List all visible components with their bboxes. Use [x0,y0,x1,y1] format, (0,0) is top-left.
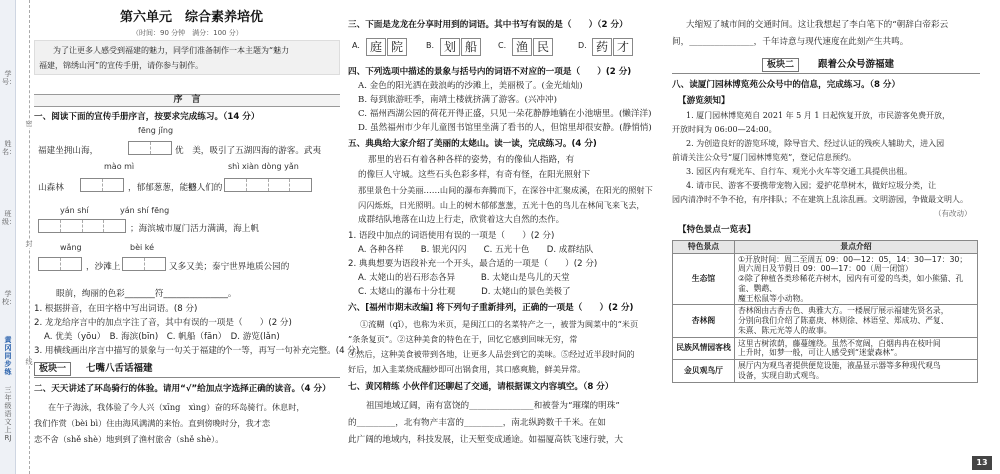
band-label: 序 言 [173,95,201,105]
attraction-desc [735,305,978,337]
block-tag: 板块二 [762,58,799,72]
column-middle [348,0,662,474]
word-option[interactable] [352,38,412,56]
passage-5-line-2: 的像巨人守城。这些石头色彩多样，有奇有怪，在阳光照射下 [358,170,591,180]
option-4b: B. 每到旅游旺季，南靖土楼就挤满了游客。(兴冲冲) [358,95,557,105]
question-8: 八、读厦门园林博览苑公众号中的信息，完成练习。（8 分） [672,80,901,90]
pinyin-fengjing: fēng jǐng [138,126,174,135]
cut-mark-feng: 封 [25,240,33,248]
student-id-label: 学号： [2,70,16,86]
attraction-name: 金贝观鸟厅 [673,360,735,382]
cut-line [29,0,30,474]
pinyin-maomi: mào mì [104,162,135,171]
rule-4-cont: 园内清净时不争不抢，有序排队；不在建筑上乱涂乱画。文明游园，争做最文明人。 [672,195,968,204]
sub-question-5-2: 2. 典典想要为语段补充一个开头，最合适的一项是（ ）(2 分) [348,259,598,269]
attractions-table [672,240,978,383]
block-title: 七嘴八舌话福建 [86,363,153,374]
word-option[interactable] [498,38,558,56]
cut-mark-xian: 线 [25,358,33,366]
cut-mark-mi: 密 [25,120,33,128]
sub-question-3-cont: 个一等，再写一句补充完整。(4 分) [224,346,360,356]
word-char: 划 [440,38,460,56]
question-1: 一、阅读下面的宣传手册序言，按要求完成练习。（14 分） [34,112,260,122]
rules-heading: 【游览须知】 [678,96,730,106]
passage-line-2c: 把人们的 [188,183,223,193]
section-band-preface [34,94,340,107]
word-option[interactable] [426,38,486,56]
attraction-desc [735,360,978,382]
attraction-desc [735,337,978,359]
passage-6-line-4: 好后，加入韭菜烧成翻炒即可出锅食用，其口感爽脆，鲜美异常。 [348,364,586,374]
passage-6-line-1: ①流糊（qǐ），也称为米页，是闽江口的名菜特产之一，被誉为闽菜中的“米页 [360,319,639,329]
divider [672,73,980,74]
word-char: 渔 [512,38,532,56]
pinyin-wang: wǎng [60,243,82,252]
passage-5-line-3: 那里景色十分美丽……山间的瀑布奔腾而下，在深谷中汇聚成溪，在阳光的照射下 [358,185,653,195]
passage-5-line-4: 闪闪烁烁，日光照明。山上的树木郁郁葱葱，五光十色的鸟儿在林间飞来飞去， [358,200,645,210]
table-row [673,253,978,305]
intro-line-2: 福建，锦绣山河”的宣传手册，请你参与制作。 [39,61,204,70]
table-heading: 【特色景点一览表】 [678,225,756,235]
col-header-desc: 景点介绍 [735,241,978,254]
pinyin-beike: bèi ké [130,243,155,252]
word-char: 才 [613,38,633,56]
sub-question-2-options: A. 优美（yōu） B. 海滨(bīn) C. 帆船（fān） D. 游览(lǎn) [44,332,280,342]
passage-7-line-2: 的_________，北有物产丰富的_________，南北纵跨数千千米。在如 [348,418,606,428]
continued-line-2: 间，_______________，千年诗意与现代速度在此刻产生共鸣。 [672,37,909,47]
question-6: 六、[福州市期末改编] 将下列句子重新排列，正确的一项是（ ）(2 分) [348,303,634,313]
question-5: 五、典典给大家介绍了美丽的太姥山。读一读，完成练习。(4 分) [348,139,597,149]
desc-line: 周六周日及节假日 09：00—17：00（周一闭馆） [738,264,913,274]
block-tag: 板块一 [34,362,71,376]
desc-line: ②除了种植各类珍稀花卉树木，园内有可爱的鸟类，如小熊猫、孔雀、鹦鹉、 [738,274,964,293]
writing-grid[interactable] [128,141,172,155]
desc-line: 设备，实现自助式观鸟。 [738,370,824,380]
sub-question-5-2-ab: A. 太姥山的岩石形态各异 B. 太姥山是鸟儿的天堂 [358,273,570,283]
passage-line-4a: ，沙滩上 [86,262,121,272]
source-note: （有改动） [934,209,972,218]
passage-6-line-3: ④然后，这种美食被带到各地，让更多人品尝到它的美味。⑤经过近半段时间的 [348,349,635,359]
pinyin-yanshifeng: yán shí fēng [120,206,170,215]
continued-line-1: 大缩短了城市间的交通时间。这让我想起了李白笔下的“朝辞白帝彩云 [686,20,949,30]
word-char: 药 [592,38,612,56]
desc-line: 分别向我们介绍了陈嘉庚、林则徐、林语堂、郑成功、严复、 [738,316,949,326]
passage-7-line-1: 祖国地域辽阔，南有富饶的_______________和被誉为“璀璨的明珠” [366,401,620,411]
attraction-desc [735,253,978,305]
word-char: 船 [461,38,481,56]
writing-grid[interactable] [38,257,82,271]
sub-question-5-1: 1. 语段中加点的词语使用有误的一项是（ ）(2 分) [348,231,555,241]
word-char: 民 [533,38,553,56]
word-char: 庭 [366,38,386,56]
option-key: B. [426,41,435,50]
passage-line-3: ；海滨城市厦门活力满满，海上帆 [130,224,259,234]
passage-6-line-2: ”条条复页”。②这种美食的特色在于，回忆它感到回味无穷，常 [348,334,578,344]
column-right [672,0,980,474]
sub-question-3: 3. 用横线画出序言中描写的景象与一句关于福建的 [34,346,226,356]
passage-line-5: 眼前，绚丽的色彩_______符_______________。 [56,289,237,299]
table-row [673,337,978,359]
option-key: D. [578,41,587,50]
attraction-name: 民族风情园客栈 [673,337,735,359]
exam-meta: （时间：90 分钟 满分：100 分） [132,29,243,37]
passage-2-line-2: 我们作赏（bèi bì）住由海风满满的来怡。直到傍晚时分，我才恋 [34,418,271,428]
brand-label: 黄冈同步练 [4,336,12,376]
column-left [34,0,360,474]
desc-line: 上升时，如梦一般，可让人感受到“迷蒙森林”。 [738,348,903,358]
rule-3: 3. 园区内有观光车、自行车、观光小火车等交通工具提供出租。 [686,167,913,176]
desc-line: 杏林阁由古香古色、典雅大方。一楼展厅展示福建先贤名录， [738,306,949,316]
writing-grid[interactable] [224,178,312,192]
class-label: 班级： [2,210,16,226]
passage-2-line-1: 在午子海泳，我体验了今人兴（xīng xìng）奋的环岛骑行。休息时， [48,402,305,412]
sub-question-2: 2. 龙龙给序言中的加点字注了音，其中有误的一项是（ ）(2 分) [34,318,292,328]
sub-question-5-1-options: A. 各种各样 B. 银光闪闪 C. 五光十色 D. 成群结队 [358,245,594,255]
desc-line: 展厅内为观鸟者提供便览设施，液晶显示器等多种现代观鸟 [738,361,941,371]
option-key: A. [352,41,360,50]
school-label: 学校： [2,290,16,306]
student-name-label: 姓名： [2,140,16,156]
col-header-name: 特色景点 [673,241,735,254]
passage-line-1b: 优 美，吸引了五湖四海的游客。武夷 [175,146,322,156]
question-7: 七、黄冈精练 小伙伴们还聊起了交通，请根据课文内容填空。（8 分） [348,382,614,392]
option-4a: A. 金色的阳光洒在鼓浪屿的沙滩上，美丽极了。(金光灿灿) [358,81,583,91]
divider [34,377,340,378]
rule-1: 1. 厦门园林博览苑自 2021 年 5 月 1 日起恢复开放，市民游客免费开放， [686,111,950,120]
rule-2-cont: 前请关注公众号“厦门园林博览苑”，登记信息预约。 [672,153,857,162]
binding-strip [0,0,16,474]
option-4d: D. 虽然福州市少年儿童图书馆里坐满了看书的人，但馆里却很安静。(静悄悄) [358,123,652,133]
pinyin-yanshi: yán shí [60,206,89,215]
passage-2-line-3: 恋不舍（shě shè）地到到了渔村旅舍（shě shè）。 [34,434,224,444]
passage-line-2a: 山森林 [38,183,64,193]
page-number: 13 [972,456,992,470]
table-row [673,360,978,382]
passage-line-1a: 福建坐拥山海， [38,146,99,156]
book-label: 三年级 语文 上 RJ [4,386,14,442]
desc-line: ①开放时间：周二至周五 09：00—12：05，14：30—17：30； [738,254,968,264]
question-4: 四、下列选项中描述的景象与括号内的词语不对应的一项是（ ）(2 分) [348,67,632,77]
unit-title: 第六单元 综合素养培优 [120,10,264,25]
pinyin-shixiandongyan: shì xiàn dòng yǎn [228,162,299,171]
desc-line: 朱熹、陈元光等人的故事。 [738,325,832,335]
passage-5-line-5: 成群结队地落在山边上行走，欣赏着这大自然的杰作。 [358,215,565,225]
passage-5-line-1: 那里的岩石有着各种各样的姿势，有的像仙人指路，有 [368,155,575,165]
block-title: 跟着公众号游福建 [818,59,895,70]
passage-line-2b: ，郁郁葱葱，能够 [128,183,197,193]
passage-line-4b: 又多又美；泰宁世界地质公园的 [169,262,290,272]
writing-grid[interactable] [122,257,166,271]
option-4c: C. 福州西湖公园的荷花开得正盛，只见一朵花静静地躺在小池塘里。(懒洋洋) [358,109,652,119]
attraction-name: 杏林阁 [673,305,735,337]
rule-2: 2. 为创造良好的游览环境，除导盲犬、经过认证的残疾人辅助犬，进入园 [686,139,945,148]
rule-1-cont: 开放时间为 06:00—24:00。 [672,125,777,134]
intro-box [34,40,340,75]
word-option[interactable] [578,38,638,56]
desc-line: 这里古树浓荫，藤蔓缠绕。虽然不宽阔，白烟冉冉在枝叶间 [738,338,941,348]
word-char: 院 [387,38,407,56]
writing-grid[interactable] [80,178,124,192]
question-3: 三、下面是龙龙在分享时用到的词语。其中书写有误的是（ ）（2 分） [348,20,628,30]
intro-line-1: 为了让更多人感受到福建的魅力，同学们准备制作一本主题为“魅力 [53,46,290,55]
attraction-name: 生态馆 [673,253,735,305]
sub-question-1: 1. 根据拼音，在田字格中写出词语。(8 分) [34,304,198,314]
rule-4: 4. 请市民、游客不要携带宠物入园；爱护花草树木，做好垃圾分类，让 [686,181,937,190]
sub-question-5-2-cd: C. 太姥山的瀑布十分壮观 D. 太姥山的景色美极了 [358,287,571,297]
table-row [673,305,978,337]
writing-grid[interactable] [38,219,126,233]
option-key: C. [498,41,507,50]
question-2: 二、天天讲述了环岛骑行的体验。请用“√”给加点字选择正确的读音。（4 分） [34,384,331,394]
desc-line: 魔王松鼠等小动物。 [738,293,809,303]
passage-7-line-3: 此广阔的地域内，科技发展，让天堑变成通途。如福厦高铁飞速行驶，大 [348,435,624,445]
